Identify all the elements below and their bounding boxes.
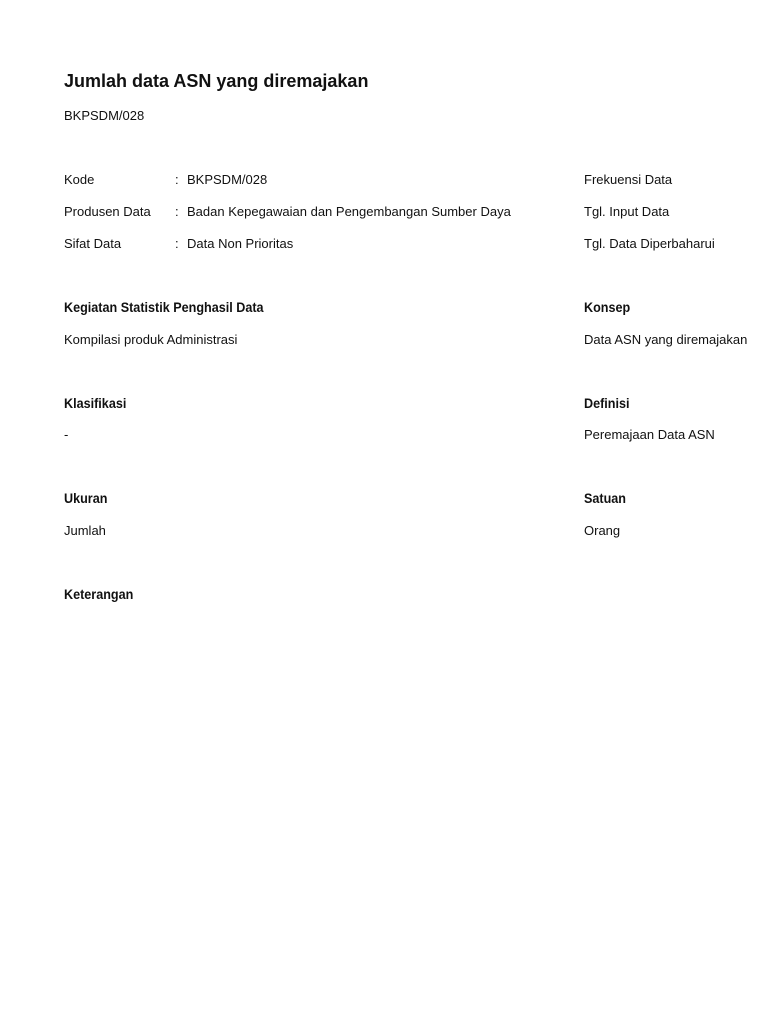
produsen-data-value: Badan Kepegawaian dan Pengembangan Sumber Daya [187,204,511,219]
definisi-value: Peremajaan Data ASN [584,427,715,442]
sifat-data-colon: : [175,236,179,251]
kegiatan-value: Kompilasi produk Administrasi [64,332,238,347]
definisi-heading: Definisi [584,395,630,411]
konsep-value: Data ASN yang diremajakan [584,332,748,347]
satuan-value: Orang [584,523,621,538]
kode-label: Kode [64,172,95,187]
tgl-data-diperbaharui-label: Tgl. Data Diperbaharui [584,236,715,251]
ukuran-heading: Ukuran [64,490,108,506]
keterangan-heading: Keterangan [64,586,134,602]
satuan-heading: Satuan [584,490,627,506]
tgl-input-data-label: Tgl. Input Data [584,204,670,219]
page-title: Jumlah data ASN yang diremajakan [64,71,369,91]
kegiatan-heading: Kegiatan Statistik Penghasil Data [64,299,264,315]
klasifikasi-heading: Klasifikasi [64,395,127,411]
page-subtitle: BKPSDM/028 [64,108,145,123]
frekuensi-data-label: Frekuensi Data [584,172,673,187]
produsen-data-colon: : [175,204,179,219]
klasifikasi-value: - [64,427,69,442]
sifat-data-value: Data Non Prioritas [187,236,294,251]
kode-value: BKPSDM/028 [187,172,268,187]
ukuran-value: Jumlah [64,523,106,538]
konsep-heading: Konsep [584,299,631,315]
sifat-data-label: Sifat Data [64,236,122,251]
kode-colon: : [175,172,179,187]
produsen-data-label: Produsen Data [64,204,151,219]
